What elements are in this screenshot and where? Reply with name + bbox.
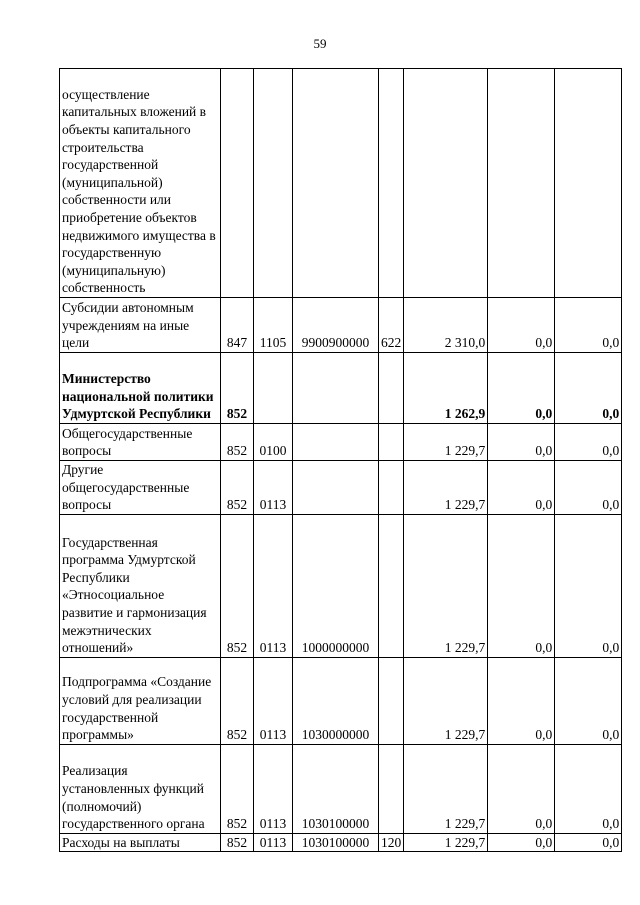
row-grbs: 852 — [221, 461, 254, 515]
row-target-article: 9900900000 — [293, 298, 379, 353]
row-section — [254, 353, 293, 424]
row-sum-3: 0,0 — [555, 424, 622, 461]
row-sum-2: 0,0 — [488, 353, 555, 424]
row-expense-type — [379, 657, 404, 744]
row-expense-type: 622 — [379, 298, 404, 353]
row-sum-2: 0,0 — [488, 657, 555, 744]
page-number: 59 — [313, 36, 327, 51]
row-sum-1: 1 229,7 — [404, 514, 488, 657]
row-sum-1 — [404, 69, 488, 298]
row-sum-3 — [555, 69, 622, 298]
row-target-article — [293, 424, 379, 461]
row-grbs: 852 — [221, 744, 254, 833]
row-expense-type: 120 — [379, 833, 404, 852]
row-grbs: 852 — [221, 424, 254, 461]
row-target-article — [293, 353, 379, 424]
row-sum-3: 0,0 — [555, 298, 622, 353]
row-expense-type — [379, 514, 404, 657]
row-grbs: 852 — [221, 657, 254, 744]
row-sum-3: 0,0 — [555, 657, 622, 744]
row-target-article: 1030100000 — [293, 744, 379, 833]
row-section — [254, 69, 293, 298]
row-name: Подпрограмма «Создание условий для реализации государственной программы» — [60, 657, 221, 744]
row-grbs: 847 — [221, 298, 254, 353]
row-name: Реализация установленных функций (полномочий) государственного органа — [60, 744, 221, 833]
row-sum-1: 2 310,0 — [404, 298, 488, 353]
row-name: Расходы на выплаты — [60, 833, 221, 852]
table-row — [60, 69, 622, 298]
row-name: Государственная программа Удмуртской Республики «Этносоциальное развитие и гармонизация межэтнических отношений» — [60, 514, 221, 657]
row-sum-1: 1 262,9 — [404, 353, 488, 424]
row-name: осуществление капитальных вложений в объекты капитального строительства государственной (муниципальной) собственности или приобретение объектов недвижимого имущества в государственную (муниципальную) собственность — [60, 69, 221, 298]
row-name: Другие общегосударственные вопросы — [60, 461, 221, 515]
row-sum-3: 0,0 — [555, 744, 622, 833]
table-row — [60, 461, 622, 515]
table-row — [60, 833, 622, 852]
row-target-article: 1000000000 — [293, 514, 379, 657]
row-expense-type — [379, 461, 404, 515]
row-sum-1: 1 229,7 — [404, 657, 488, 744]
row-target-article — [293, 69, 379, 298]
row-sum-2: 0,0 — [488, 424, 555, 461]
row-sum-3: 0,0 — [555, 353, 622, 424]
row-target-article: 1030000000 — [293, 657, 379, 744]
row-section: 1105 — [254, 298, 293, 353]
row-sum-2: 0,0 — [488, 744, 555, 833]
row-sum-1: 1 229,7 — [404, 424, 488, 461]
table-row — [60, 298, 622, 353]
row-target-article: 1030100000 — [293, 833, 379, 852]
row-sum-1: 1 229,7 — [404, 744, 488, 833]
row-grbs: 852 — [221, 514, 254, 657]
row-name: Общегосударственные вопросы — [60, 424, 221, 461]
row-name: Министерство национальной политики Удмуртской Республики — [60, 353, 221, 424]
row-grbs: 852 — [221, 833, 254, 852]
row-expense-type — [379, 353, 404, 424]
row-expense-type — [379, 744, 404, 833]
budget-table — [59, 68, 622, 852]
row-name: Субсидии автономным учреждениям на иные цели — [60, 298, 221, 353]
row-sum-2: 0,0 — [488, 833, 555, 852]
row-target-article — [293, 461, 379, 515]
row-expense-type — [379, 424, 404, 461]
row-sum-3: 0,0 — [555, 461, 622, 515]
table-row — [60, 514, 622, 657]
row-expense-type — [379, 69, 404, 298]
row-grbs — [221, 69, 254, 298]
row-section: 0113 — [254, 744, 293, 833]
row-sum-2: 0,0 — [488, 298, 555, 353]
row-sum-2 — [488, 69, 555, 298]
table-row — [60, 657, 622, 744]
row-sum-2: 0,0 — [488, 514, 555, 657]
row-sum-1: 1 229,7 — [404, 833, 488, 852]
row-sum-3: 0,0 — [555, 833, 622, 852]
table-row — [60, 424, 622, 461]
row-sum-1: 1 229,7 — [404, 461, 488, 515]
table-row — [60, 744, 622, 833]
row-section: 0113 — [254, 657, 293, 744]
row-section: 0113 — [254, 833, 293, 852]
row-section: 0100 — [254, 424, 293, 461]
row-grbs: 852 — [221, 353, 254, 424]
row-section: 0113 — [254, 461, 293, 515]
table-row-ministry — [60, 353, 622, 424]
row-sum-2: 0,0 — [488, 461, 555, 515]
row-sum-3: 0,0 — [555, 514, 622, 657]
row-section: 0113 — [254, 514, 293, 657]
